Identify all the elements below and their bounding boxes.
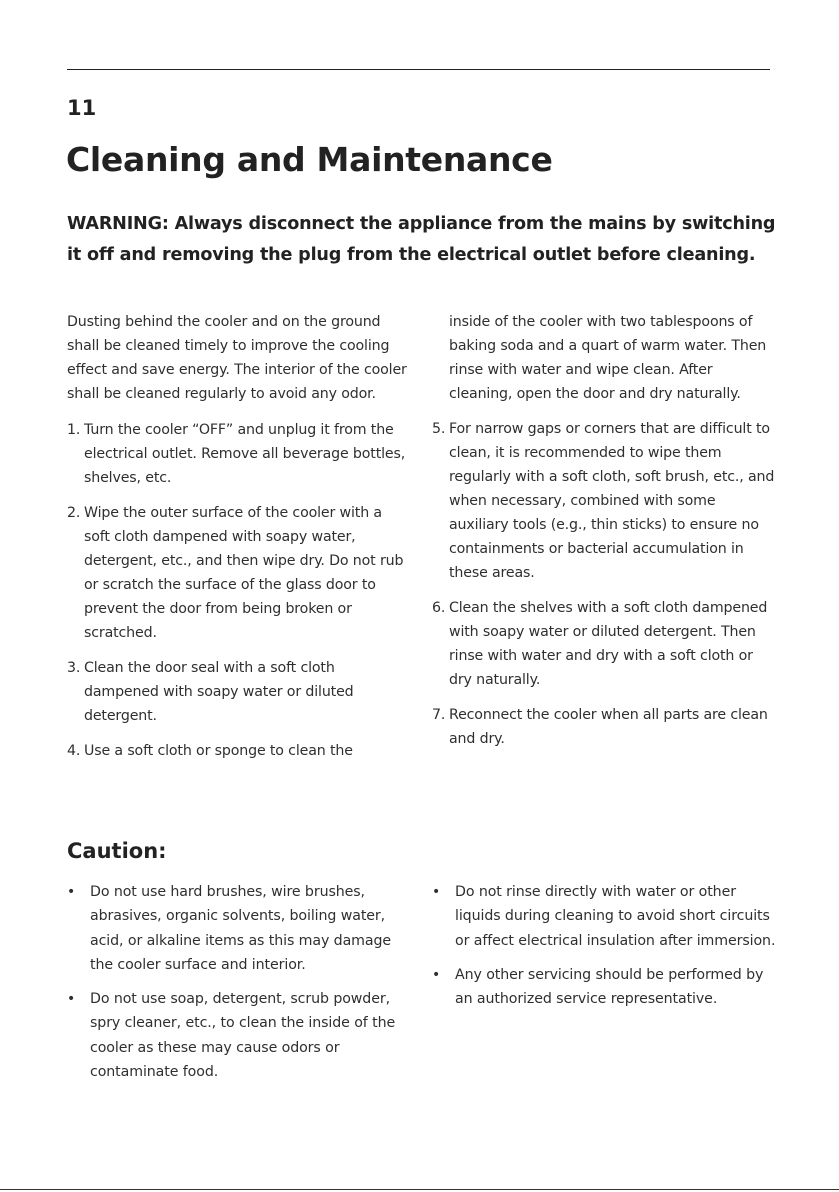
- caution-text: Any other servicing should be performed by an authorized service representative.: [455, 966, 764, 1008]
- caution-text: Do not rinse directly with water or other liquids during cleaning to avoid short circuits or affect electrical insulation after immersion.: [455, 884, 776, 949]
- step-item: [67, 501, 412, 645]
- step-continuation: inside of the cooler with two tablespoons of baking soda and a quart of warm water. Then rinse with water and wipe clean. After cleaning, open the door and dry naturally.: [449, 314, 767, 402]
- caution-right-list: [432, 880, 777, 1021]
- top-divider: [67, 69, 770, 70]
- step-text: Reconnect the cooler when all parts are clean and dry.: [449, 707, 768, 747]
- step-number: 1.: [67, 422, 81, 438]
- caution-text: Do not use soap, detergent, scrub powder, spry cleaner, etc., to clean the inside of the cooler as these may cause odors or contaminate food.: [90, 991, 396, 1081]
- step-number: 5.: [432, 421, 446, 437]
- step-number: 6.: [432, 600, 446, 616]
- bottom-divider: [0, 1189, 839, 1190]
- step-text: Use a soft cloth or sponge to clean the: [84, 743, 353, 759]
- step-item: [67, 739, 412, 763]
- bullet-icon: •: [67, 884, 76, 900]
- caution-item: [67, 987, 412, 1084]
- step-number: 4.: [67, 743, 81, 759]
- caution-item: [67, 880, 412, 977]
- step-item: [432, 703, 777, 751]
- step-number: 7.: [432, 707, 446, 723]
- step-item: [432, 596, 777, 692]
- intro-paragraph: Dusting behind the cooler and on the ground shall be cleaned timely to improve the cooling effect and save energy. The interior of the cooler shall be cleaned regularly to avoid any odor.: [67, 314, 407, 402]
- caution-heading: Caution:: [67, 839, 167, 863]
- step-text: Clean the shelves with a soft cloth dampened with soapy water or diluted detergent. Then rinse with water and dry with a soft cloth or dry naturally.: [449, 600, 768, 688]
- step-text: Turn the cooler “OFF” and unplug it from the electrical outlet. Remove all beverage bottles, shelves, etc.: [84, 422, 406, 486]
- bullet-icon: •: [432, 884, 441, 900]
- step-text: For narrow gaps or corners that are difficult to clean, it is recommended to wipe them regularly with a soft cloth, soft brush, etc., and when necessary, combined with some auxiliary tools (e.g., thin sticks) to ensure no containments or bacterial accumulation in these areas.: [449, 421, 775, 581]
- step-item: [432, 417, 777, 585]
- left-column: [67, 310, 412, 774]
- caution-item: [432, 880, 777, 953]
- step-number: 2.: [67, 505, 81, 521]
- bullet-icon: •: [67, 991, 76, 1008]
- page-title: Cleaning and Maintenance: [66, 140, 553, 179]
- step-number: 3.: [67, 660, 81, 676]
- step-text: Wipe the outer surface of the cooler with a soft cloth dampened with soapy water, detergent, etc., and then wipe dry. Do not rub or scratch the surface of the glass door to prevent the door from being broken or scratched.: [84, 505, 404, 641]
- step-item: [67, 656, 412, 728]
- right-column: [432, 310, 777, 762]
- warning-text: WARNING: Always disconnect the appliance from the mains by switching it off and removing the plug from the electrical outlet before cleaning.: [67, 214, 776, 265]
- bullet-icon: •: [432, 966, 441, 983]
- step-text: Clean the door seal with a soft cloth dampened with soapy water or diluted detergent.: [84, 660, 354, 724]
- caution-item: [432, 963, 777, 1012]
- step-item: [67, 418, 412, 490]
- page-number: 11: [67, 96, 97, 120]
- caution-text: Do not use hard brushes, wire brushes, abrasives, organic solvents, boiling water, acid, or alkaline items as this may damage the cooler surface and interior.: [90, 884, 392, 973]
- caution-left-list: [67, 880, 412, 1094]
